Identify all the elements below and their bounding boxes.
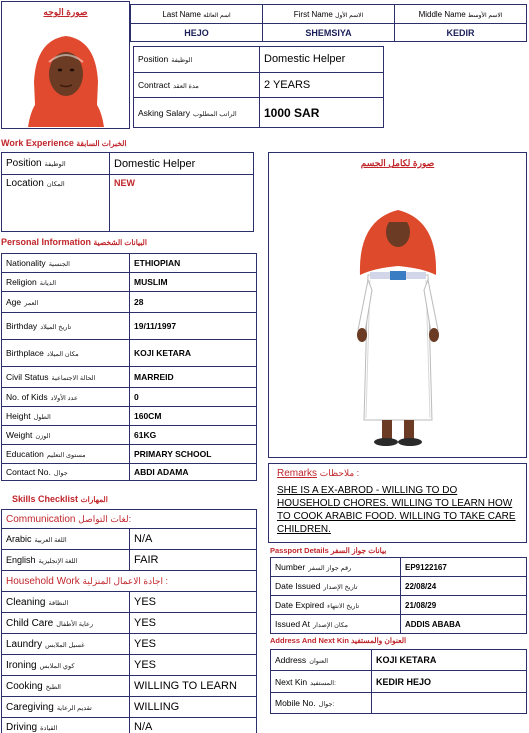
personal-contact-no-label: Contact No. جوال: [2, 464, 130, 481]
contract-label: Contract مدة العقد: [134, 72, 260, 98]
address-next-kin-label: Next Kin المستفيد:: [271, 671, 372, 693]
address-table: [270, 649, 527, 714]
face-photo: [16, 22, 116, 127]
work-caregiving: [2, 697, 257, 718]
contract-value: 2 YEARS: [260, 72, 384, 98]
household-subheader: Household Work اجادة الاعمال المنزلية :: [2, 571, 257, 592]
personal-info-title: Personal Information البيانات الشخصية: [1, 237, 147, 247]
work-driving: [2, 718, 257, 733]
personal-height-value: 160CM: [130, 407, 257, 426]
work-caregiving-value: WILLING: [130, 697, 257, 718]
personal-no-of-kids-label: No. of Kids عدد الأولاد: [2, 388, 130, 407]
lang-arabic-label: Arabic اللغة العربية: [2, 529, 130, 550]
passport-date-issued: [271, 577, 527, 596]
work-experience-title: Work Experience الخبرات السابقة: [1, 138, 127, 148]
work-cleaning-label: Cleaning النظافة: [2, 592, 130, 613]
personal-education-value: PRIMARY SCHOOL: [130, 445, 257, 464]
address-address-value: KOJI KETARA: [372, 650, 527, 671]
face-photo-title: صورة الوجه: [43, 7, 88, 17]
lang-arabic: [2, 529, 257, 550]
address-address: [271, 650, 527, 671]
passport-table: [270, 557, 527, 634]
work-laundry: [2, 634, 257, 655]
personal-height: [2, 407, 257, 426]
personal-no-of-kids-value: 0: [130, 388, 257, 407]
full-body-photo: [310, 180, 486, 453]
salary-label: Asking Salary الراتب المطلوب: [134, 98, 260, 128]
remarks-title: Remarks ملاحظات :: [277, 468, 360, 479]
middle-name-label: Middle Name الاسم الأوسط: [395, 5, 527, 24]
we-location-label: Location المكان: [2, 175, 110, 232]
work-cooking-value: WILLING TO LEARN: [130, 676, 257, 697]
address-address-label: Address العنوان: [271, 650, 372, 671]
name-value-table: [130, 23, 527, 42]
personal-weight-label: Weight الوزن: [2, 426, 130, 445]
work-cooking: [2, 676, 257, 697]
work-driving-value: N/A: [130, 718, 257, 733]
address-mobile-no-label: Mobile No. جوال:: [271, 693, 372, 714]
personal-height-label: Height الطول: [2, 407, 130, 426]
work-ironing: [2, 655, 257, 676]
salary-value: 1000 SAR: [260, 98, 384, 128]
communication-subheader: Communication لغات التواصل:: [2, 510, 257, 529]
personal-birthplace-value: KOJI KETARA: [130, 340, 257, 367]
address-next-kin: [271, 671, 527, 693]
first-name-label: First Name الاسم الأول: [263, 5, 395, 24]
name-header-table: [130, 4, 527, 24]
personal-birthplace: [2, 340, 257, 367]
work-ironing-value: YES: [130, 655, 257, 676]
work-driving-label: Driving القيادة: [2, 718, 130, 733]
passport-number-label: Number رقم جواز السفر: [271, 558, 401, 577]
personal-birthday: [2, 313, 257, 340]
passport-issued-at: [271, 615, 527, 634]
personal-info-table: [1, 253, 257, 481]
personal-no-of-kids: [2, 388, 257, 407]
work-ironing-label: Ironing كوي الملابس: [2, 655, 130, 676]
address-next-kin-value: KEDIR HEJO: [372, 671, 527, 693]
work-laundry-label: Laundry غسيل الملابس: [2, 634, 130, 655]
personal-civil-status-value: MARREID: [130, 367, 257, 388]
personal-weight: [2, 426, 257, 445]
personal-birthday-label: Birthday تاريخ الميلاد: [2, 313, 130, 340]
position-value: Domestic Helper: [260, 47, 384, 73]
passport-number-value: EP9122167: [401, 558, 527, 577]
last-name-value: HEJO: [131, 24, 263, 42]
personal-nationality-value: ETHIOPIAN: [130, 254, 257, 273]
remarks-text: SHE IS A EX-ABROD - WILLING TO DO HOUSEHOLD CHORES. WILLING TO LEARN HOW TO COOK ARABIC FOOD. WILLING TO TAKE CARE CHILDREN.: [277, 485, 516, 535]
we-position-label: Position الوظيفة: [2, 153, 110, 175]
personal-civil-status: [2, 367, 257, 388]
work-caregiving-label: Caregiving تقديم الرعاية: [2, 697, 130, 718]
passport-issued-at-label: Issued At مكان الإصدار: [271, 615, 401, 634]
address-mobile-no-value: [372, 693, 527, 714]
personal-religion: [2, 273, 257, 292]
position-label: Position الوظيفة: [134, 47, 260, 73]
personal-birthplace-label: Birthplace مكان الميلاد: [2, 340, 130, 367]
personal-birthday-value: 19/11/1997: [130, 313, 257, 340]
work-child-care-value: YES: [130, 613, 257, 634]
full-photo-frame: [268, 152, 527, 458]
work-child-care: [2, 613, 257, 634]
skills-title: Skills Checklist المهارات: [12, 494, 108, 504]
work-cleaning-value: YES: [130, 592, 257, 613]
last-name-label: Last Name اسم العائلة: [131, 5, 263, 24]
skills-table: [1, 509, 257, 733]
work-laundry-value: YES: [130, 634, 257, 655]
passport-date-expired-value: 21/08/29: [401, 596, 527, 615]
work-cooking-label: Cooking الطبخ: [2, 676, 130, 697]
first-name-value: SHEMSIYA: [263, 24, 395, 42]
personal-age-label: Age العمر: [2, 292, 130, 313]
work-child-care-label: Child Care رعاية الأطفال: [2, 613, 130, 634]
passport-date-expired: [271, 596, 527, 615]
personal-education-label: Education مستوى التعليم: [2, 445, 130, 464]
full-photo-title: صورة لكامل الجسم: [360, 158, 435, 168]
job-table: [133, 46, 384, 128]
passport-issued-at-value: ADDIS ABABA: [401, 615, 527, 634]
passport-title: Passport Details بيانات جواز السفر: [270, 546, 387, 555]
personal-nationality: [2, 254, 257, 273]
lang-english: [2, 550, 257, 571]
passport-number: [271, 558, 527, 577]
lang-english-value: FAIR: [130, 550, 257, 571]
personal-education: [2, 445, 257, 464]
face-photo-frame: [1, 1, 130, 129]
remarks-box: [268, 463, 527, 543]
personal-age-value: 28: [130, 292, 257, 313]
work-cleaning: [2, 592, 257, 613]
personal-nationality-label: Nationality الجنسية: [2, 254, 130, 273]
work-experience-table: [1, 152, 254, 232]
address-mobile-no: [271, 693, 527, 714]
middle-name-value: KEDIR: [395, 24, 527, 42]
personal-contact-no: [2, 464, 257, 481]
personal-age: [2, 292, 257, 313]
passport-date-expired-label: Date Expired تاريخ الانتهاء: [271, 596, 401, 615]
lang-english-label: English اللغة الإنجليزية: [2, 550, 130, 571]
personal-contact-no-value: ABDI ADAMA: [130, 464, 257, 481]
passport-date-issued-value: 22/08/24: [401, 577, 527, 596]
passport-date-issued-label: Date Issued تاريخ الإصدار: [271, 577, 401, 596]
lang-arabic-value: N/A: [130, 529, 257, 550]
we-position-value: Domestic Helper: [110, 153, 254, 175]
address-title: Address And Next Kin العنوان والمستفيد: [270, 636, 407, 645]
personal-religion-value: MUSLIM: [130, 273, 257, 292]
we-location-value: NEW: [110, 175, 254, 232]
personal-religion-label: Religion الديانة: [2, 273, 130, 292]
personal-civil-status-label: Civil Status الحالة الاجتماعية: [2, 367, 130, 388]
personal-weight-value: 61KG: [130, 426, 257, 445]
